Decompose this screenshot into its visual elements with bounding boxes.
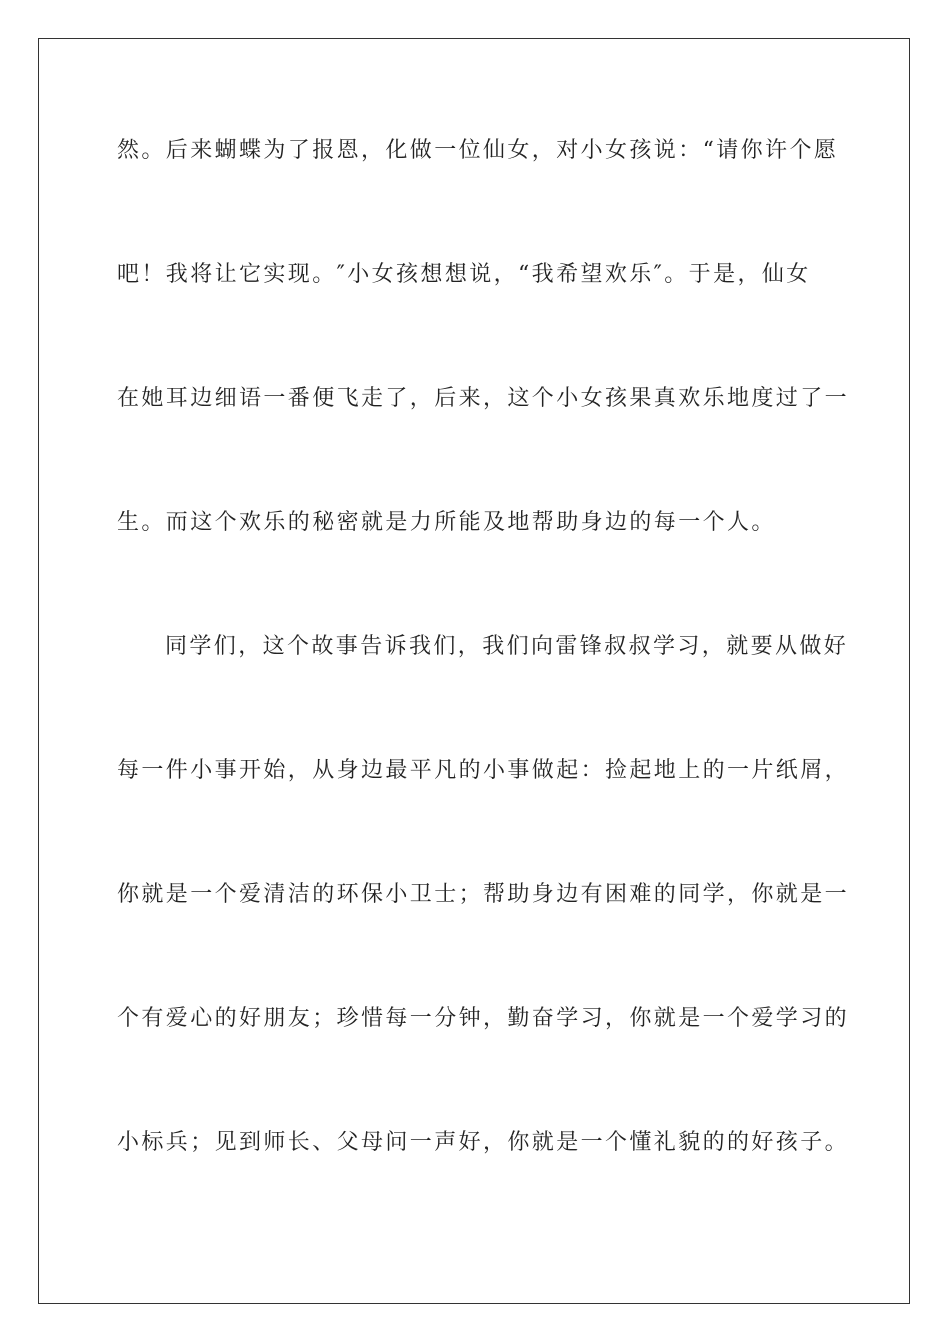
page-border	[38, 38, 910, 1304]
text-line-6: 每一件小事开始，从身边最平凡的小事做起：捡起地上的一片纸屑，	[117, 758, 850, 783]
text-line-9: 小标兵；见到师长、父母问一声好，你就是一个懂礼貌的的好孩子。	[117, 1130, 850, 1155]
text-line-8: 个有爱心的好朋友；珍惜每一分钟，勤奋学习，你就是一个爱学习的	[117, 1006, 850, 1031]
text-line-1: 然。后来蝴蝶为了报恩，化做一位仙女，对小女孩说：“请你许个愿	[117, 138, 839, 163]
text-line-5: 同学们，这个故事告诉我们，我们向雷锋叔叔学习，就要从做好	[165, 634, 849, 659]
text-line-3: 在她耳边细语一番便飞走了，后来，这个小女孩果真欢乐地度过了一	[117, 386, 850, 411]
text-line-2: 吧！我将让它实现。″小女孩想想说，“我希望欢乐″。于是，仙女	[117, 262, 811, 287]
text-line-7: 你就是一个爱清洁的环保小卫士；帮助身边有困难的同学，你就是一	[117, 882, 850, 907]
text-line-4: 生。而这个欢乐的秘密就是力所能及地帮助身边的每一个人。	[117, 510, 776, 535]
